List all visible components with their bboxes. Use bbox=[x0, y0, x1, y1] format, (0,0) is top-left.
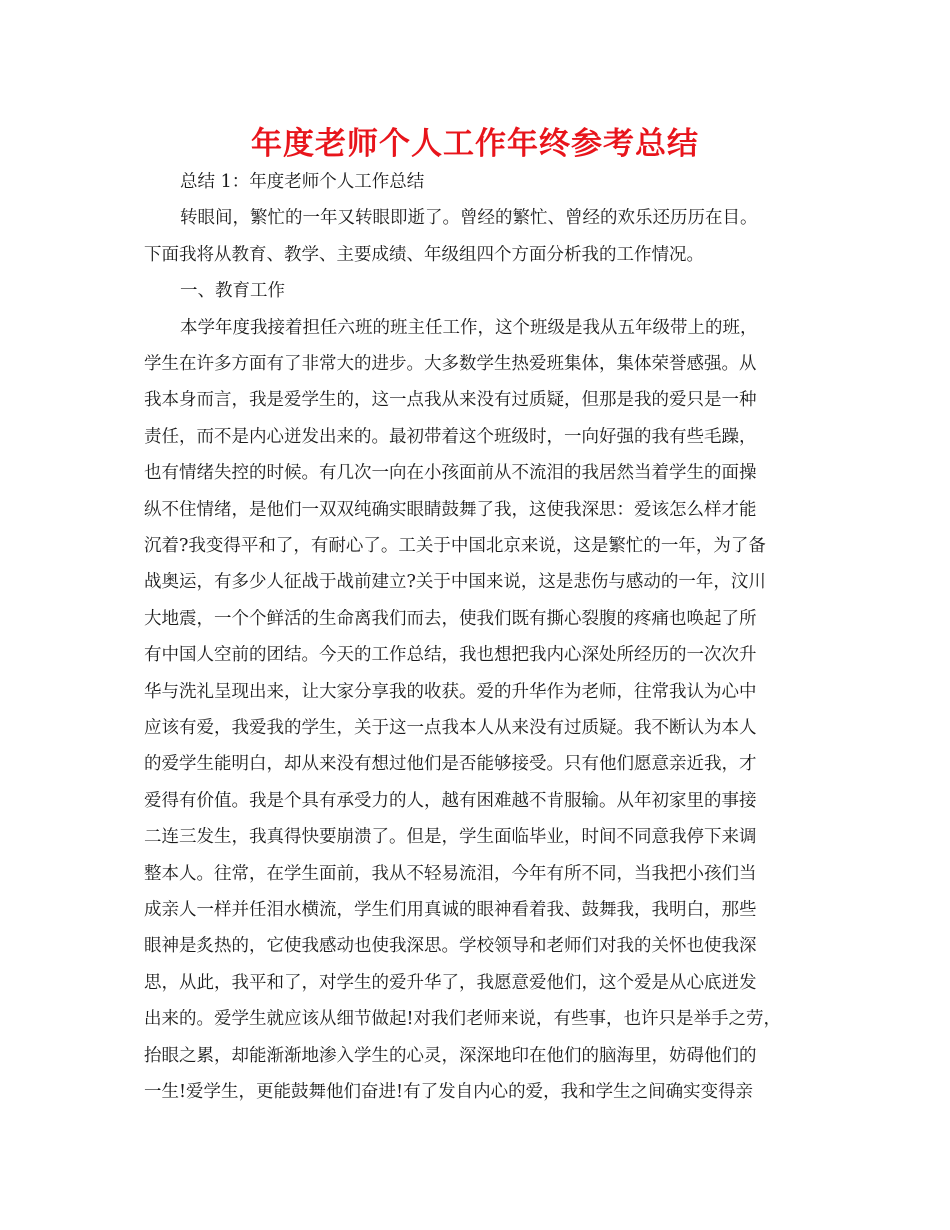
paragraph-line: 出来的。爱学生就应该从细节做起!对我们老师来说，有些事，也许只是举手之劳， bbox=[144, 1009, 782, 1030]
paragraph-line: 本学年度我接着担任六班的班主任工作，这个班级是我从五年级带上的班， bbox=[180, 317, 758, 338]
paragraph-line: 纵不住情绪，是他们一双双纯确实眼睛鼓舞了我，这使我深思：爱该怎么样才能 bbox=[144, 499, 757, 520]
paragraph-line: 有中国人空前的团结。今天的工作总结，我也想把我内心深处所经历的一次次升 bbox=[144, 645, 757, 666]
paragraph-line: 的爱学生能明白，却从来没有想过他们是否能够接受。只有他们愿意亲近我，才 bbox=[144, 754, 757, 775]
paragraph-line: 华与洗礼呈现出来，让大家分享我的收获。爱的升华作为老师，往常我认为心中 bbox=[144, 681, 757, 702]
paragraph-line: 抬眼之累，却能渐渐地渗入学生的心灵，深深地印在他们的脑海里，妨碍他们的 bbox=[144, 1045, 757, 1066]
paragraph-line: 我本身而言，我是爱学生的，这一点我从来没有过质疑，但那是我的爱只是一种 bbox=[144, 390, 757, 411]
paragraph-line: 应该有爱，我爱我的学生，关于这一点我本人从来没有过质疑。我不断认为本人 bbox=[144, 718, 757, 738]
paragraph-line: 学生在许多方面有了非常大的进步。大多数学生热爱班集体，集体荣誉感强。从 bbox=[144, 354, 757, 374]
section-heading: 一、教育工作 bbox=[180, 281, 285, 302]
paragraph-line: 战奥运，有多少人征战于战前建立?关于中国来说，这是悲伤与感动的一年，汶川 bbox=[144, 572, 766, 593]
paragraph-line: 责任，而不是内心迸发出来的。最初带着这个班级时，一向好强的我有些毛躁， bbox=[144, 426, 757, 447]
paragraph-line: 也有情绪失控的时候。有几次一向在小孩面前从不流泪的我居然当着学生的面操 bbox=[144, 463, 757, 484]
paragraph-line: 整本人。往常，在学生面前，我从不轻易流泪，今年有所不同，当我把小孩们当 bbox=[144, 863, 757, 884]
paragraph-line: 二连三发生，我真得快要崩溃了。但是，学生面临毕业，时间不同意我停下来调 bbox=[144, 827, 757, 848]
paragraph-line: 大地震，一个个鲜活的生命离我们而去，使我们既有撕心裂腹的疼痛也唤起了所 bbox=[144, 608, 757, 629]
paragraph-line: 一生!爱学生，更能鼓舞他们奋进!有了发自内心的爱，我和学生之间确实变得亲 bbox=[144, 1082, 754, 1102]
paragraph-line: 成亲人一样并任泪水横流，学生们用真诚的眼神看着我、鼓舞我，我明白，那些 bbox=[144, 900, 757, 920]
paragraph-line: 思，从此，我平和了，对学生的爱升华了，我愿意爱他们，这个爱是从心底迸发 bbox=[144, 972, 757, 993]
paragraph-line: 爱得有价值。我是个具有承受力的人，越有困难越不肯服输。从年初家里的事接 bbox=[144, 790, 757, 811]
paragraph-line: 转眼间，繁忙的一年又转眼即逝了。曾经的繁忙、曾经的欢乐还历历在目。 bbox=[180, 208, 758, 229]
document-title: 年度老师个人工作年终参考总结 bbox=[251, 126, 699, 162]
paragraph-line: 眼神是炙热的，它使我感动也使我深思。学校领导和老师们对我的关怀也使我深 bbox=[144, 936, 757, 957]
section-subtitle: 总结 1：年度老师个人工作总结 bbox=[180, 172, 425, 192]
paragraph-line: 下面我将从教育、教学、主要成绩、年级组四个方面分析我的工作情况。 bbox=[144, 244, 704, 265]
paragraph-line: 沉着?我变得平和了，有耐心了。工关于中国北京来说，这是繁忙的一年，为了备 bbox=[144, 536, 766, 556]
